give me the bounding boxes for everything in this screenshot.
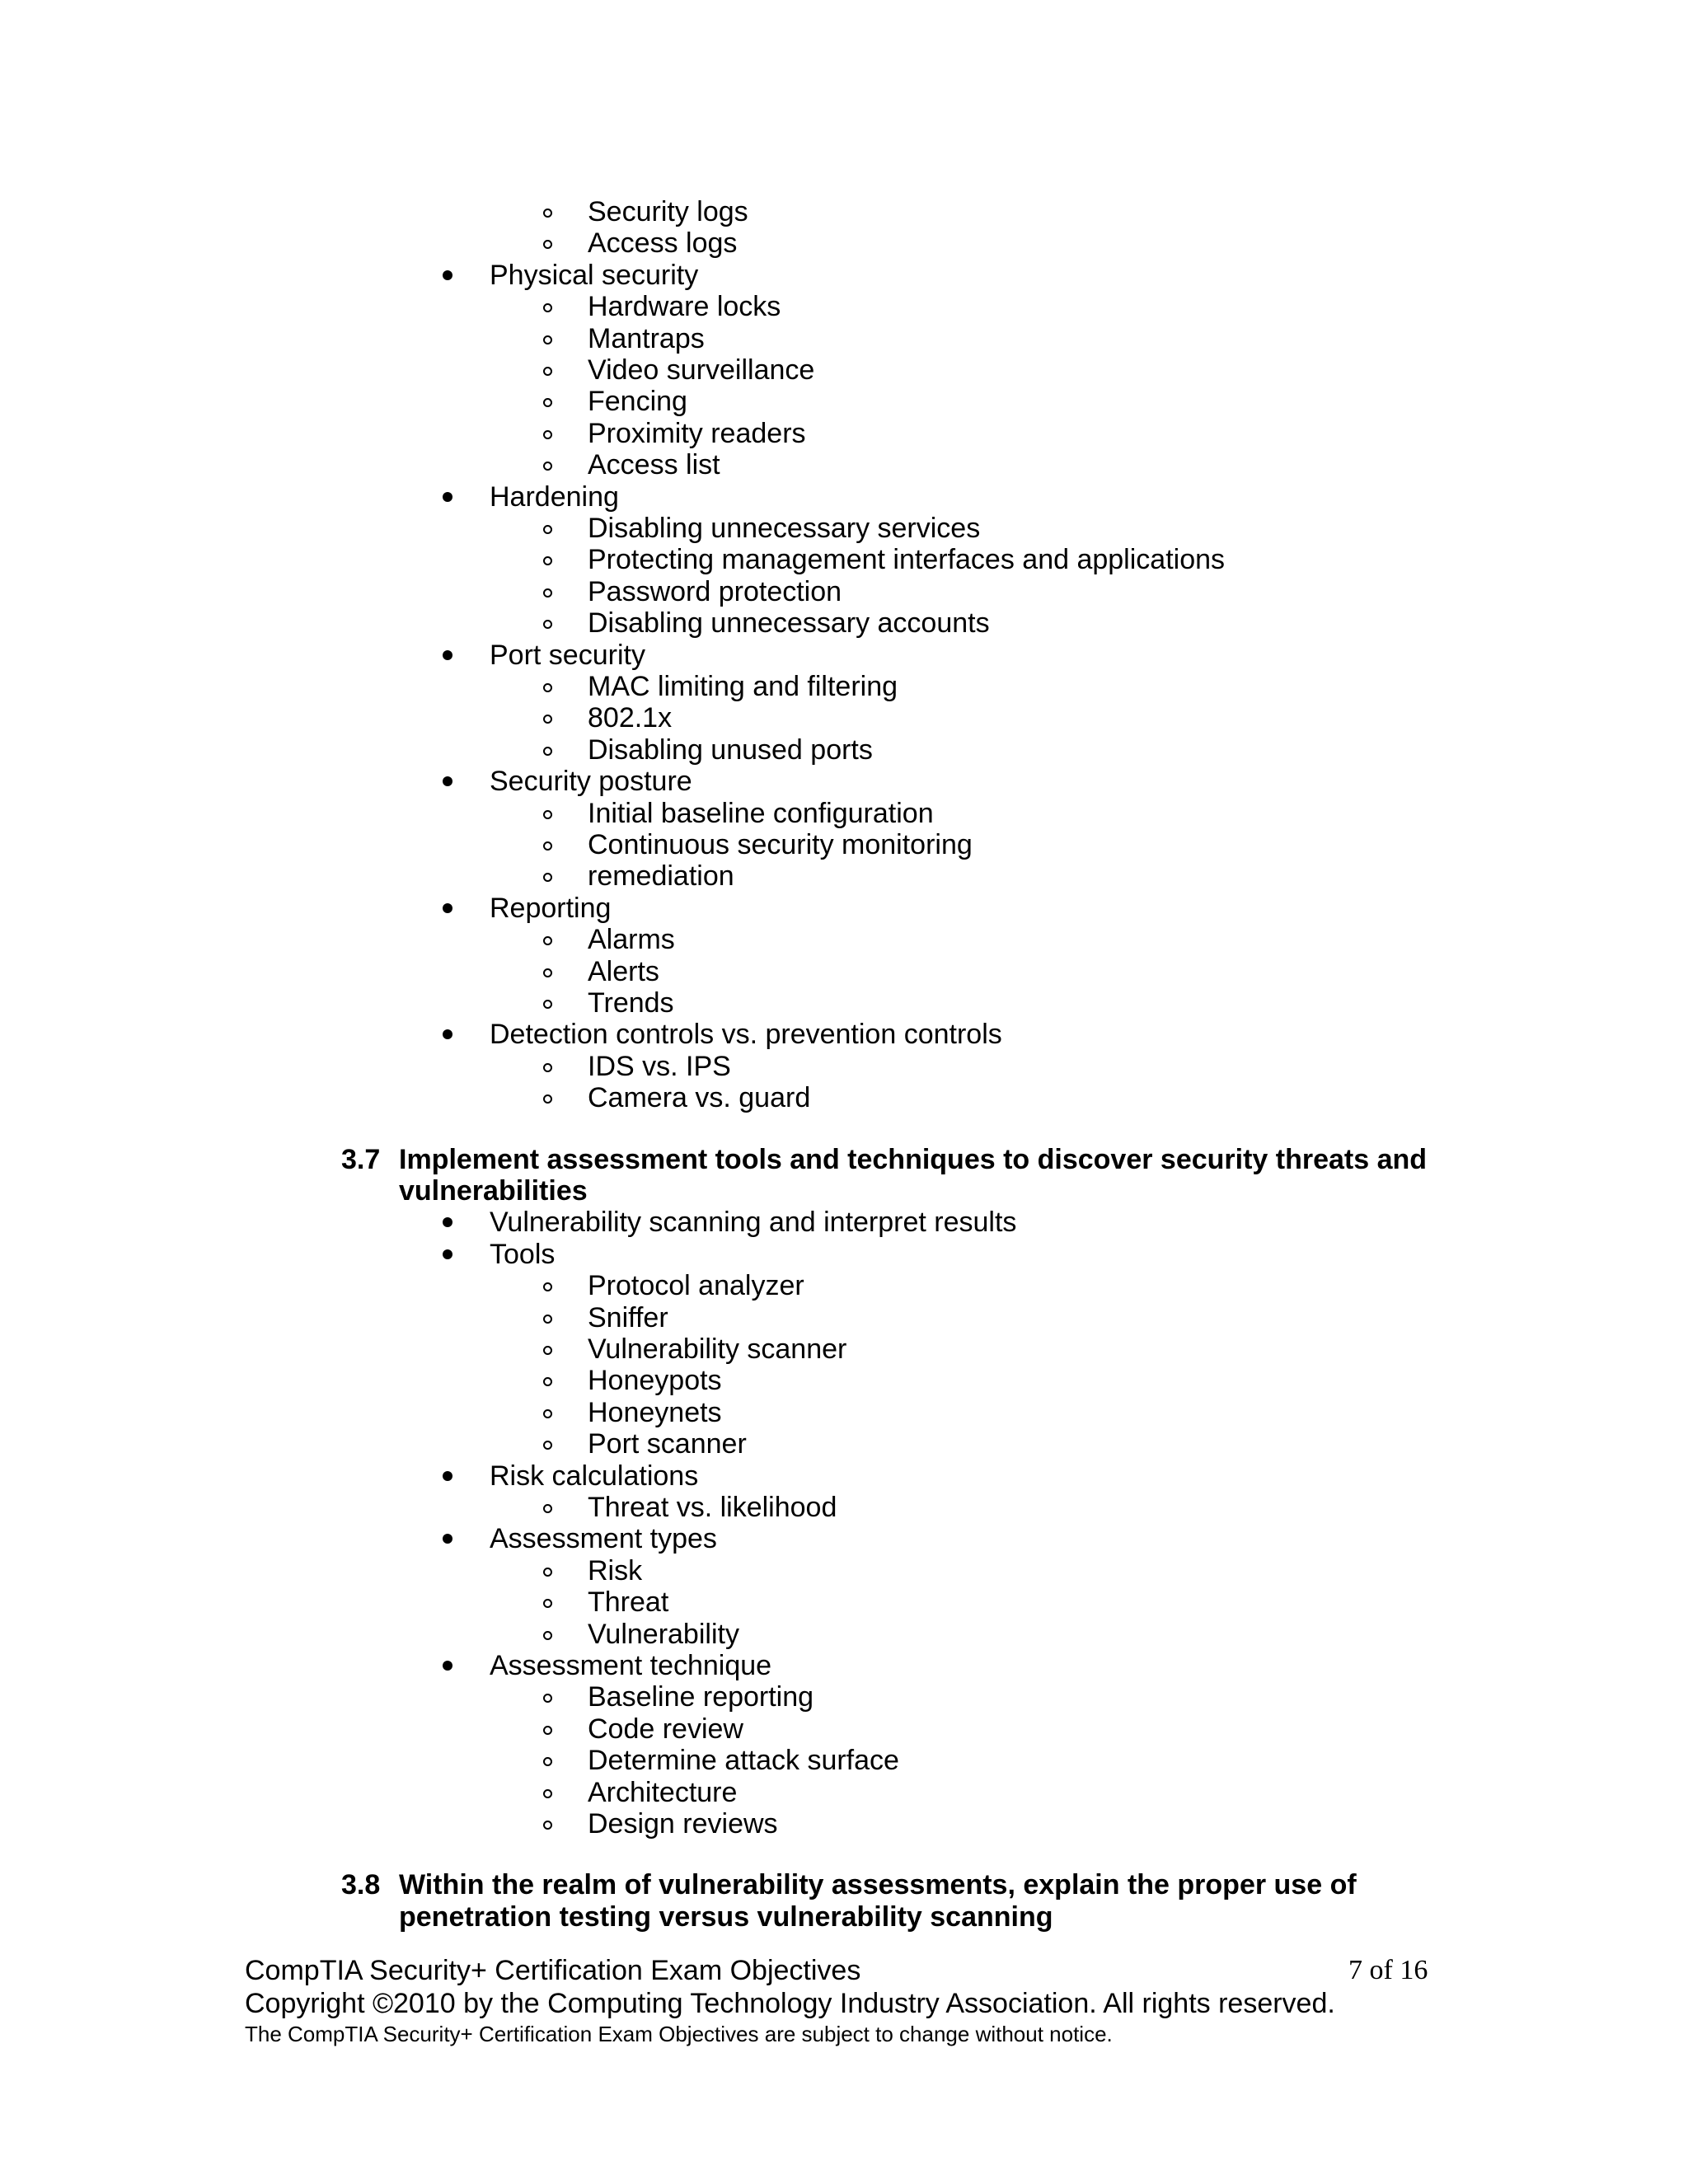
outline-subitem: Camera vs. guard [588,1082,811,1114]
sub-bullet-icon [543,1694,552,1703]
sub-bullet-icon [543,620,552,629]
sub-bullet-icon [543,968,552,977]
section-heading: Implement assessment tools and techniques to discover security threats and [399,1143,1428,1175]
sub-bullet-icon [543,525,552,534]
sub-bullet-icon [543,1094,552,1104]
bullet-icon [443,1249,452,1259]
outline-subitem: Protecting management interfaces and applications [588,544,1226,576]
sub-bullet-icon [543,1346,552,1355]
outline-subitem: Design reviews [588,1808,778,1840]
sub-bullet-icon [543,715,552,724]
outline-subitem: Honeynets [588,1396,722,1428]
outline-item: Physical security [490,259,699,291]
section-heading-continued: penetration testing versus vulnerability scanning [399,1900,1053,1933]
outline-subitem: Continuous security monitoring [588,829,973,860]
outline-subitem: Alarms [588,924,675,956]
outline-subitem: Honeypots [588,1365,722,1397]
sub-bullet-icon [543,936,552,945]
outline-item: Hardening [490,480,619,513]
outline-subitem: MAC limiting and filtering [588,671,898,702]
outline-subitem: Security logs [588,196,748,227]
bullet-icon [443,1217,452,1227]
outline-item: Detection controls vs. prevention controls [490,1019,1002,1051]
bullet-icon [443,1029,452,1039]
bullet-icon [443,776,452,786]
outline-item: Tools [490,1238,556,1270]
outline-item: Security posture [490,766,692,798]
bullet-icon [443,1661,452,1671]
sub-bullet-icon [543,841,552,851]
bullet-icon [443,1471,452,1481]
sub-bullet-icon [543,1441,552,1450]
outline-item: Assessment technique [490,1650,772,1681]
sub-bullet-icon [543,747,552,756]
section-number: 3.7 [341,1143,381,1175]
sub-bullet-icon [543,873,552,882]
sub-bullet-icon [543,1821,552,1830]
sub-bullet-icon [543,1568,552,1577]
outline-subitem: Disabling unused ports [588,733,873,766]
section-heading-continued: vulnerabilities [399,1175,588,1207]
outline-subitem: Hardware locks [588,291,781,323]
outline-subitem: Access logs [588,227,738,260]
outline-subitem: Password protection [588,575,842,607]
sub-bullet-icon [543,367,552,376]
outline-item: Risk calculations [490,1460,699,1492]
outline-subitem: Initial baseline configuration [588,797,934,829]
bullet-icon [443,903,452,913]
bullet-icon [443,1534,452,1544]
outline-item: Vulnerability scanning and interpret results [490,1207,1017,1239]
outline-subitem: Video surveillance [588,354,815,386]
sub-bullet-icon [543,335,552,344]
section-number: 3.8 [341,1869,381,1901]
sub-bullet-icon [543,1000,552,1009]
bullet-icon [443,492,452,502]
bullet-icon [443,650,452,660]
outline-item: Reporting [490,892,612,924]
outline-subitem: 802.1x [588,702,673,734]
section-heading: Within the realm of vulnerability assessments, explain the proper use of [399,1869,1357,1901]
sub-bullet-icon [543,1726,552,1735]
outline-subitem: Determine attack surface [588,1745,899,1777]
sub-bullet-icon [543,1789,552,1798]
sub-bullet-icon [543,810,552,819]
outline-subitem: Port scanner [588,1428,747,1460]
outline-subitem: Vulnerability scanner [588,1333,847,1365]
sub-bullet-icon [543,1757,552,1766]
outline-subitem: Architecture [588,1776,738,1808]
outline-subitem: Threat vs. likelihood [588,1492,837,1523]
sub-bullet-icon [543,1315,552,1324]
sub-bullet-icon [543,1631,552,1640]
sub-bullet-icon [543,240,552,249]
sub-bullet-icon [543,1063,552,1072]
footer-copyright: Copyright ©2010 by the Computing Technology Industry Association. All rights reserved. [245,1988,1335,2019]
outline-subitem: Access list [588,449,720,481]
outline-subitem: Sniffer [588,1301,668,1333]
sub-bullet-icon [543,1599,552,1608]
bullet-icon [443,270,452,280]
outline-subitem: IDS vs. IPS [588,1050,731,1082]
sub-bullet-icon [543,209,552,218]
sub-bullet-icon [543,1282,552,1291]
outline-subitem: Threat [588,1586,669,1619]
outline-subitem: Protocol analyzer [588,1270,804,1302]
outline-item: Assessment types [490,1523,717,1555]
sub-bullet-icon [543,1504,552,1513]
outline-subitem: Alerts [588,955,659,987]
footer-notice: The CompTIA Security+ Certification Exam Objectives are subject to change without notice. [245,2022,1113,2046]
outline-subitem: Disabling unnecessary accounts [588,607,990,640]
outline-subitem: Mantraps [588,322,705,354]
outline-subitem: Proximity readers [588,417,806,449]
sub-bullet-icon [543,683,552,692]
outline-subitem: Code review [588,1713,743,1745]
sub-bullet-icon [543,430,552,439]
sub-bullet-icon [543,462,552,471]
footer-title: CompTIA Security+ Certification Exam Objectives [245,1955,861,1986]
outline-subitem: Risk [588,1554,643,1586]
outline-subitem: Fencing [588,386,687,418]
sub-bullet-icon [543,398,552,407]
sub-bullet-icon [543,588,552,598]
outline-subitem: Baseline reporting [588,1681,814,1713]
outline-subitem: remediation [588,860,734,893]
footer-page-number: 7 of 16 [1348,1955,1428,1985]
sub-bullet-icon [543,556,552,565]
outline-subitem: Trends [588,987,674,1019]
outline-subitem: Disabling unnecessary services [588,513,981,544]
sub-bullet-icon [543,303,552,312]
sub-bullet-icon [543,1409,552,1418]
sub-bullet-icon [543,1377,552,1386]
outline-subitem: Vulnerability [588,1618,739,1650]
outline-item: Port security [490,639,645,671]
